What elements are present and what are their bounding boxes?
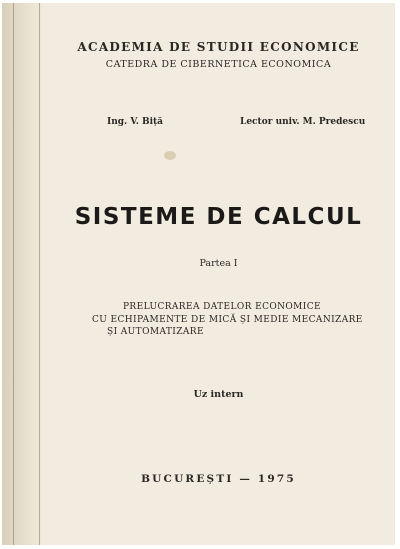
- book-title: SISTEME DE CALCUL: [74, 204, 363, 230]
- book-subtitle: [92, 301, 363, 339]
- place-year: BUCUREȘTI — 1975: [141, 473, 296, 485]
- spine-edge-line: [13, 3, 14, 545]
- usage-note: Uz intern: [193, 389, 244, 400]
- author-right: Lector univ. M. Predescu: [240, 117, 366, 127]
- institution-name: ACADEMIA DE STUDII ECONOMICE: [77, 40, 360, 54]
- author-left: Ing. V. Biță: [107, 117, 164, 127]
- book-spine: [2, 3, 42, 545]
- paper-stain: [164, 151, 176, 160]
- spine-fold-line: [39, 3, 40, 545]
- subtitle-line-3: ȘI AUTOMATIZARE: [107, 327, 204, 337]
- subtitle-line-1: PRELUCRAREA DATELOR ECONOMICE: [122, 302, 322, 312]
- subtitle-line-2: CU ECHIPAMENTE DE MICĂ ȘI MEDIE MECANIZARE: [92, 314, 363, 325]
- book: [2, 3, 395, 545]
- department-name: CATEDRA DE CIBERNETICA ECONOMICA: [105, 59, 332, 70]
- book-cover: [42, 3, 395, 545]
- part-label: Partea I: [199, 258, 238, 269]
